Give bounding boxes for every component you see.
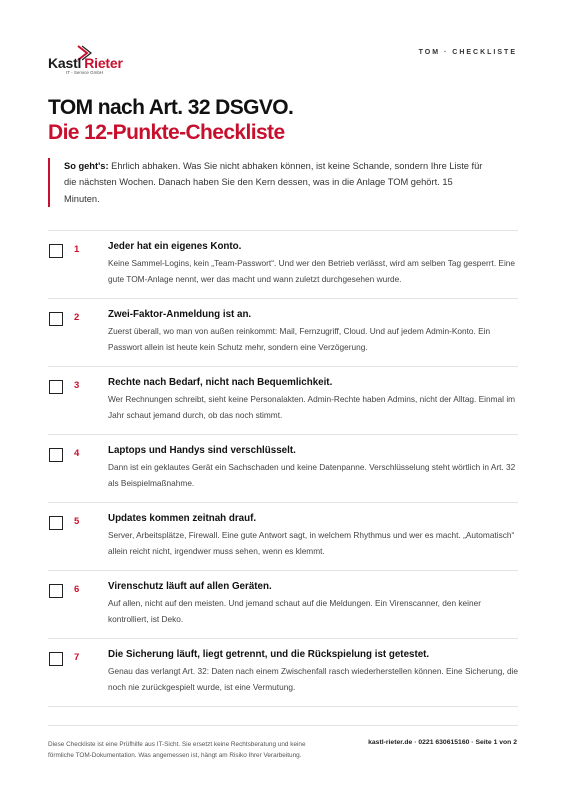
intro-box	[48, 158, 484, 207]
footer-contact: kastl-rieter.de · 0221 630615160 · Seite 1 von 2	[368, 739, 517, 746]
checklist-item	[48, 298, 518, 366]
checklist-item	[48, 502, 518, 570]
logo-wordmark	[48, 55, 123, 71]
item-description: Keine Sammel-Logins, kein „Team-Passwort“. Und wer den Betrieb verlässt, wird am selben Tag gesperrt. Eine gute TOM-Anlage nennt, wer das macht und wann zuletzt durchgesehen wurde.	[108, 258, 516, 285]
item-title: Jeder hat ein eigenes Konto.	[108, 241, 242, 252]
item-number: 6	[74, 584, 80, 595]
checklist	[48, 230, 518, 707]
item-title: Laptops und Handys sind verschlüsselt.	[108, 445, 296, 456]
item-title: Die Sicherung läuft, liegt getrennt, und die Rückspielung ist getestet.	[108, 649, 430, 660]
item-description: Genau das verlangt Art. 32: Daten nach einem Zwischenfall rasch wiederherstellen können. Eine Sicherung, die noch nie zurückgespielt wurde, ist eine Vermutung.	[108, 666, 519, 693]
item-number: 1	[74, 244, 80, 255]
checklist-item	[48, 570, 518, 638]
checklist-item	[48, 434, 518, 502]
title-line-2: Die 12-Punkte-Checkliste	[48, 121, 285, 144]
checkbox[interactable]	[49, 584, 63, 598]
checkbox[interactable]	[49, 448, 63, 462]
item-number: 7	[74, 652, 80, 663]
title-line-1: TOM nach Art. 32 DSGVO.	[48, 96, 294, 119]
footer-disclaimer: Diese Checkliste ist eine Prüfhilfe aus IT-Sicht. Sie ersetzt keine Rechtsberatung und keine förmliche TOM-Dokumentation. Was angemessen ist, hängt am Risiko Ihrer Verarbeitung.	[48, 741, 306, 760]
item-description: Dann ist ein geklautes Gerät ein Sachschaden und keine Datenpanne. Verschlüsselung steht wörtlich in Art. 32 als Beispielmaßnahme.	[108, 462, 516, 489]
logo-text-right: Rieter	[84, 55, 123, 71]
item-number: 3	[74, 380, 80, 391]
checkbox[interactable]	[49, 244, 63, 258]
item-title: Virenschutz läuft auf allen Geräten.	[108, 581, 272, 592]
footer-divider	[48, 725, 518, 726]
checkbox[interactable]	[49, 652, 63, 666]
page-title	[48, 95, 293, 145]
checklist-item	[48, 638, 518, 707]
logo-subtitle: IT - Service GmbH	[66, 70, 104, 75]
intro-lead: So geht's:	[64, 161, 109, 171]
item-number: 2	[74, 312, 80, 323]
checklist-item	[48, 366, 518, 434]
checkbox[interactable]	[49, 312, 63, 326]
company-logo	[48, 44, 138, 76]
item-description: Wer Rechnungen schreibt, sieht keine Personalakten. Admin-Rechte haben Admins, nicht der Alltag. Einmal im Jahr schaut jemand durch, ob das noch stimmt.	[108, 394, 516, 421]
intro-text: Ehrlich abhaken. Was Sie nicht abhaken können, ist keine Schande, sondern Ihre Liste für die nächsten Wochen. Danach haben Sie den Kern dessen, was in die Anlage TOM gehört. 15 Minuten.	[64, 161, 483, 204]
item-number: 5	[74, 516, 80, 527]
item-description: Auf allen, nicht auf den meisten. Und jemand schaut auf die Meldungen. Ein Virenscanner, den keiner kontrolliert, ist Deko.	[108, 598, 481, 625]
item-description: Zuerst überall, wo man von außen reinkommt: Mail, Fernzugriff, Cloud. Und auf jedem Admin-Konto. Ein Passwort allein ist heute kein Schutz mehr, sondern eine Verzögerung.	[108, 326, 491, 353]
item-title: Zwei-Faktor-Anmeldung ist an.	[108, 309, 252, 320]
checklist-item	[48, 230, 518, 298]
item-title: Rechte nach Bedarf, nicht nach Bequemlichkeit.	[108, 377, 333, 388]
item-number: 4	[74, 448, 80, 459]
logo-text-left: Kastl	[48, 55, 82, 71]
item-description: Server, Arbeitsplätze, Firewall. Eine gute Antwort sagt, in welchem Rhythmus und wer es macht. „Automatisch“ allein reicht nicht, irgendwer muss sehen, wenn es klemmt.	[108, 530, 515, 557]
checkbox[interactable]	[49, 516, 63, 530]
header-label: TOM · CHECKLISTE	[418, 49, 517, 56]
checkbox[interactable]	[49, 380, 63, 394]
item-title: Updates kommen zeitnah drauf.	[108, 513, 257, 524]
